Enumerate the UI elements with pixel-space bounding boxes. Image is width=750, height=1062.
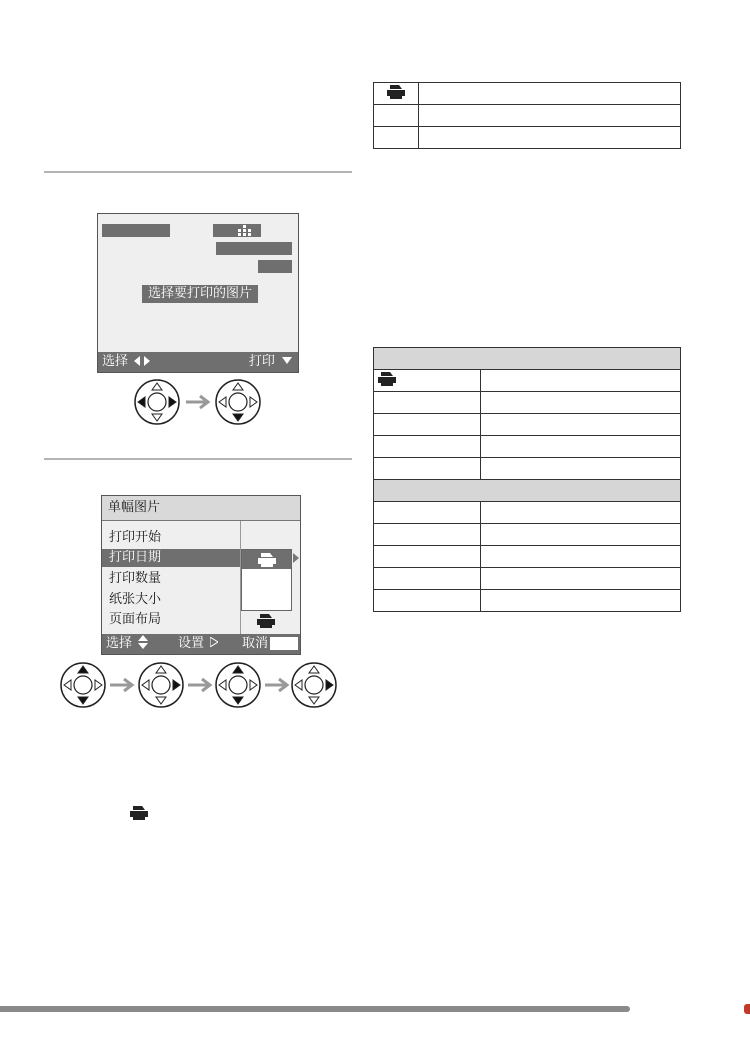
dpad-icon[interactable] <box>214 378 262 426</box>
menu-softkey-bar <box>102 634 300 654</box>
dpad-icon[interactable] <box>133 378 181 426</box>
table-row <box>374 546 681 568</box>
page-edge-mark <box>744 1004 750 1014</box>
right-arrow-icon <box>210 637 218 647</box>
table-row <box>374 524 681 546</box>
status-bar-left <box>102 224 170 237</box>
table-row <box>374 370 681 392</box>
table-row <box>374 105 681 127</box>
menu-item-print-date[interactable]: 打印日期 <box>102 549 240 567</box>
section-divider <box>44 171 352 173</box>
table-row <box>374 414 681 436</box>
table-section-header <box>374 348 681 370</box>
arrow-right-icon <box>185 394 213 410</box>
table-row <box>374 568 681 590</box>
menu-item-print-quantity[interactable]: 打印数量 <box>109 571 162 586</box>
option-popup <box>241 549 292 611</box>
table-row <box>374 127 681 149</box>
softkey-select: 选择 <box>106 634 148 654</box>
dpad-icon[interactable] <box>290 661 338 709</box>
left-right-arrows-icon <box>134 356 150 366</box>
table-row <box>374 458 681 480</box>
dpad-icon[interactable] <box>59 661 107 709</box>
softkey-select: 选择 <box>102 352 150 372</box>
dpad-icon[interactable] <box>137 661 185 709</box>
info-bar <box>216 242 292 255</box>
arrow-right-icon <box>109 677 137 693</box>
dpad-icon[interactable] <box>214 661 262 709</box>
printer-icon <box>378 372 396 386</box>
footer-bar <box>0 1006 630 1012</box>
softkey-cancel: 取消 <box>242 636 269 651</box>
section-divider <box>44 458 352 460</box>
printer-icon <box>258 553 276 567</box>
right-arrow-icon <box>293 553 299 563</box>
option-selected[interactable] <box>242 550 291 569</box>
menu-item-paper-size[interactable]: 纸张大小 <box>109 592 162 607</box>
table-row <box>374 436 681 458</box>
info-bar-small <box>258 260 292 273</box>
select-picture-screen <box>97 213 299 373</box>
table-section-header <box>374 480 681 502</box>
up-down-arrows-icon <box>138 635 148 649</box>
menu-item-page-layout[interactable]: 页面布局 <box>109 612 162 627</box>
cancel-key-box <box>270 637 298 650</box>
arrow-right-icon <box>264 677 292 693</box>
table-row <box>374 392 681 414</box>
softkey-set: 设置 <box>178 634 218 654</box>
printer-icon <box>387 85 405 99</box>
table-row <box>374 590 681 612</box>
icon-legend-table <box>373 82 681 149</box>
menu-title: 单幅图片 <box>102 496 300 521</box>
softkey-bar <box>98 352 298 372</box>
settings-table <box>373 347 681 612</box>
print-settings-menu-screen <box>101 495 301 655</box>
softkey-print: 打印 <box>249 352 292 372</box>
menu-item-print-start[interactable]: 打印开始 <box>109 530 162 545</box>
arrow-right-icon <box>187 677 215 693</box>
picture-size-icon <box>235 224 255 237</box>
printer-icon <box>130 806 148 820</box>
printer-icon <box>257 614 275 628</box>
down-arrow-icon <box>282 357 292 365</box>
select-picture-message: 选择要打印的图片 <box>142 285 258 303</box>
table-row <box>374 502 681 524</box>
table-row <box>374 83 681 105</box>
status-bar-right <box>213 224 261 237</box>
